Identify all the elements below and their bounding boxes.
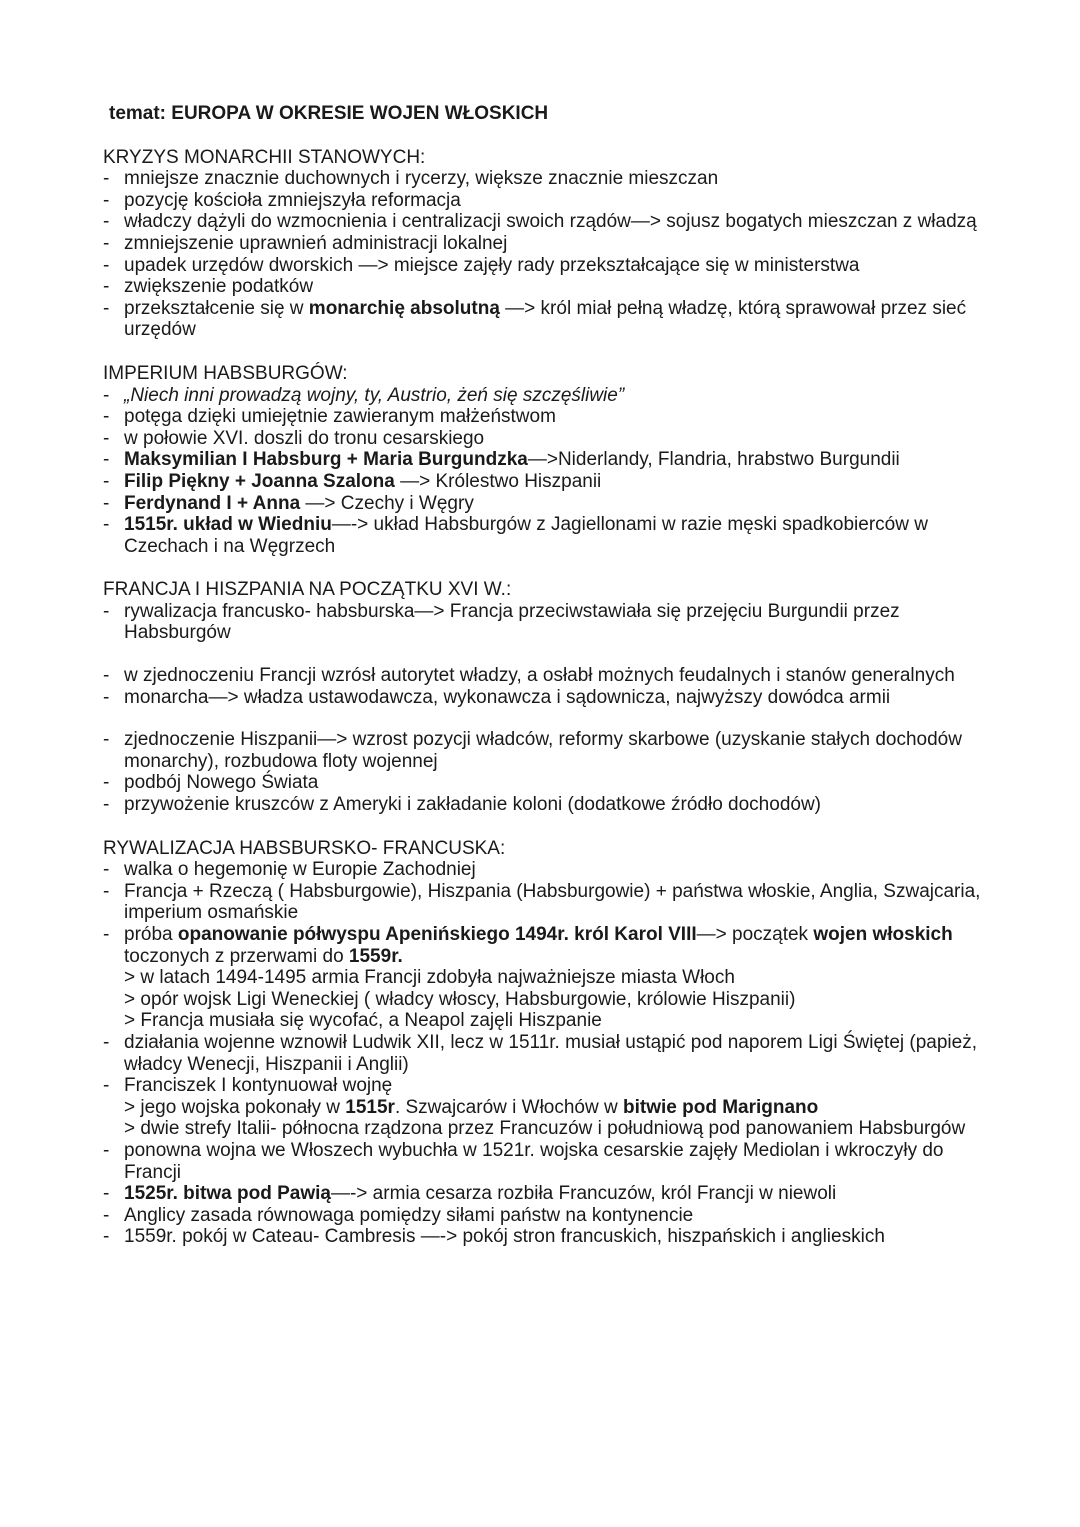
text-run: ponowna wojna we Włoszech wybuchła w 1521r. wojska cesarskie zajęły Mediolan i wkroczyły do Francji: [124, 1139, 944, 1183]
list-item: [103, 1205, 1003, 1227]
text-run: walka o hegemonię w Europie Zachodniej: [124, 859, 476, 881]
text-run: —> Czechy i Węgry: [300, 492, 474, 514]
list-item: [103, 406, 1003, 428]
bullet-list: [103, 385, 1003, 558]
sub-item: [124, 1097, 1003, 1119]
text-run: > dwie strefy Italii- północna rządzona przez Francuzów i południową pod panowaniem Habsburgów: [124, 1118, 966, 1140]
sub-item: [124, 1118, 1003, 1140]
list-item: [103, 190, 1003, 212]
bullet-list: [103, 601, 1003, 816]
sections-container: [103, 147, 1003, 1248]
list-item: [103, 924, 1003, 1032]
bold-text: bitwie pod Marignano: [623, 1096, 819, 1118]
text-run: pozycję kościoła zmniejszyła reformacja: [124, 189, 461, 211]
text-run: monarcha—> władza ustawodawcza, wykonawcza i sądownicza, najwyższy dowódca armii: [124, 686, 891, 708]
list-item: [103, 1183, 1003, 1205]
sub-item: [124, 967, 1003, 989]
bold-text: Filip Piękny + Joanna Szalona: [124, 470, 395, 492]
list-item: [103, 255, 1003, 277]
section-heading: IMPERIUM HABSBURGÓW:: [103, 362, 348, 384]
text-run: toczonych z przerwami do: [124, 945, 349, 967]
bold-text: 1525r. bitwa pod Pawią: [124, 1183, 331, 1205]
text-run: —>Niderlandy, Flandria, hrabstwo Burgundii: [527, 449, 900, 471]
section: [103, 579, 1003, 815]
section-heading: KRYZYS MONARCHII STANOWYCH:: [103, 146, 426, 168]
list-item: [103, 1032, 1003, 1075]
text-run: Francja + Rzeczą ( Habsburgowie), Hiszpania (Habsburgowie) + państwa włoskie, Anglia, Szwajcaria, imperium osmańskie: [124, 880, 981, 924]
text-run: Anglicy zasada równowaga pomiędzy siłami państw na kontynencie: [124, 1204, 694, 1226]
text-run: —> Królestwo Hiszpanii: [394, 470, 602, 492]
list-item: [103, 449, 1003, 471]
list-item: [103, 794, 1003, 816]
section: [103, 838, 1003, 1248]
text-run: > jego wojska pokonały w: [124, 1096, 346, 1118]
list-item: [103, 493, 1003, 515]
text-run: zjednoczenie Hiszpanii—> wzrost pozycji władców, reformy skarbowe (uzyskanie stałych dochodów monarchy), rozbudowa floty wojennej: [124, 729, 962, 772]
bold-text: 1559r.: [348, 945, 403, 967]
document-page: [103, 103, 1003, 1270]
bold-text: 1515r: [345, 1096, 395, 1118]
text-run: 1559r. pokój w Cateau- Cambresis —-> pokój stron francuskich, hiszpańskich i anglieskich: [124, 1226, 885, 1248]
list-item: [103, 276, 1003, 298]
text-run: próba: [124, 924, 178, 945]
section: [103, 363, 1003, 557]
bullet-list: [103, 859, 1003, 1248]
section: [103, 147, 1003, 341]
text-run: . Szwajcarów i Włochów w: [394, 1096, 623, 1118]
list-item: [103, 1140, 1003, 1183]
document-title: temat: EUROPA W OKRESIE WOJEN WŁOSKICH: [109, 103, 549, 124]
italic-text: „Niech inni prowadzą wojny, ty, Austrio, żeń się szczęśliwie”: [124, 384, 625, 406]
list-item: [103, 1226, 1003, 1248]
text-run: zwiększenie podatków: [124, 276, 314, 298]
text-run: —> król miał pełną władzę, którą sprawował przez sieć urzędów: [124, 297, 967, 341]
section-heading: RYWALIZACJA HABSBURSKO- FRANCUSKA:: [103, 837, 506, 859]
text-run: władczy dążyli do wzmocnienia i centralizacji swoich rządów—> sojusz bogatych mieszczan z władzą: [124, 211, 977, 233]
text-run: zmniejszenie uprawnień administracji lokalnej: [124, 232, 508, 254]
text-run: > w latach 1494-1495 armia Francji zdobyła najważniejsze miasta Włoch: [124, 967, 735, 989]
list-item: [103, 211, 1003, 233]
text-run: w połowie XVI. doszli do tronu cesarskiego: [124, 427, 485, 449]
list-item: [103, 514, 1003, 557]
list-item: [103, 385, 1003, 407]
bold-text: opanowanie półwyspu Apenińskiego 1494r. król Karol VIII: [177, 924, 697, 945]
bold-text: monarchię absolutną: [308, 297, 500, 319]
text-run: > Francja musiała się wycofać, a Neapol zajęli Hiszpanie: [124, 1010, 602, 1032]
list-item: [103, 729, 1003, 772]
text-run: przekształcenie się w: [124, 297, 309, 319]
list-item: [103, 428, 1003, 450]
text-run: > opór wojsk Ligi Weneckiej ( władcy włoscy, Habsburgowie, królowie Hiszpanii): [124, 988, 796, 1010]
list-item: [103, 1075, 1003, 1140]
sub-item: [124, 1010, 1003, 1032]
bullet-list: [103, 168, 1003, 341]
list-item: [103, 859, 1003, 881]
list-item: [103, 665, 1003, 687]
list-item: [103, 881, 1003, 924]
list-item: [103, 772, 1003, 794]
text-run: —-> armia cesarza rozbiła Francuzów, król Francji w niewoli: [330, 1183, 837, 1205]
section-heading: FRANCJA I HISZPANIA NA POCZĄTKU XVI W.:: [103, 579, 512, 601]
bold-text: wojen włoskich: [813, 924, 953, 945]
bold-text: 1515r. układ w Wiedniu: [124, 514, 332, 536]
list-item: [103, 298, 1003, 341]
text-run: przywożenie kruszców z Ameryki i zakładanie koloni (dodatkowe źródło dochodów): [124, 794, 821, 816]
text-run: działania wojenne wznowił Ludwik XII, lecz w 1511r. musiał ustąpić pod naporem Ligi Świętej (papież, władcy Wenecji, Hiszpanii i Anglii): [124, 1031, 977, 1075]
text-run: potęga dzięki umiejętnie zawieranym małżeństwom: [124, 406, 556, 428]
text-run: mniejsze znacznie duchownych i rycerzy, większe znacznie mieszczan: [124, 168, 719, 190]
text-run: rywalizacja francusko- habsburska—> Francja przeciwstawiała się przejęciu Burgundii przez Habsburgów: [124, 600, 900, 644]
text-run: upadek urzędów dworskich —> miejsce zajęły rady przekształcające się w ministerstwa: [124, 254, 860, 276]
text-run: w zjednoczeniu Francji wzrósł autorytet władzy, a osłabł możnych feudalnych i stanów generalnych: [124, 665, 955, 687]
text-run: podbój Nowego Świata: [124, 772, 319, 794]
list-item: [103, 601, 1003, 644]
text-run: —-> układ Habsburgów z Jagiellonami w razie męski spadkobierców w Czechach i na Węgrzech: [124, 514, 928, 557]
text-run: Franciszek I kontynuował wojnę: [124, 1075, 393, 1097]
list-item: [103, 687, 1003, 709]
sub-item: [124, 989, 1003, 1011]
bold-text: Ferdynand I + Anna: [124, 492, 301, 514]
bold-text: Maksymilian I Habsburg + Maria Burgundzka: [124, 449, 528, 471]
list-item: [103, 233, 1003, 255]
list-item: [103, 471, 1003, 493]
text-run: —> początek: [696, 924, 814, 945]
list-item: [103, 168, 1003, 190]
